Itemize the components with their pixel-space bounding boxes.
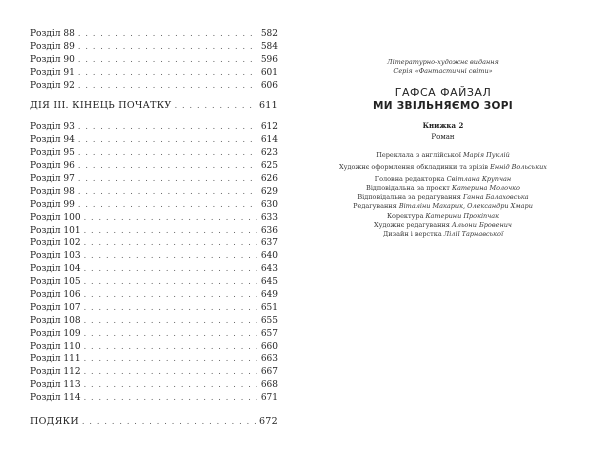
- book-title: МИ ЗВІЛЬНЯЄМО ЗОРІ: [373, 100, 513, 112]
- toc-chapter-label: Розділ 105: [30, 277, 81, 288]
- toc-page-number: 671: [260, 393, 278, 404]
- design-role: Художнє оформлення обкладинки та зрізів: [339, 163, 488, 172]
- toc-page-number: 630: [260, 199, 278, 210]
- toc-row: [30, 160, 278, 173]
- toc-leader-dots: [82, 415, 256, 429]
- toc-part-heading: [30, 99, 278, 113]
- toc-leader-dots: [84, 379, 257, 392]
- staff-role: Художнє редагування: [374, 220, 450, 229]
- toc-leader-dots: [84, 250, 257, 263]
- toc-row: [30, 41, 278, 54]
- toc-chapter-label: Розділ 101: [30, 225, 81, 236]
- toc-row: [30, 341, 278, 354]
- toc-leader-dots: [84, 341, 257, 354]
- toc-row: [30, 237, 278, 250]
- staff-name: Світлана Крупчан: [446, 175, 512, 184]
- toc-leader-dots: [78, 28, 257, 41]
- staff-role: Відповідальна за редагування: [357, 193, 461, 202]
- toc-page-number: 637: [260, 238, 278, 249]
- toc-row: [30, 212, 278, 225]
- imprint-page: [318, 58, 568, 239]
- toc-page-number: 626: [260, 174, 278, 185]
- toc-page-number: 649: [260, 290, 278, 301]
- toc-leader-dots: [175, 99, 256, 113]
- toc-leader-dots: [84, 289, 257, 302]
- toc-page-number: 633: [260, 212, 278, 223]
- toc-leader-dots: [78, 186, 257, 199]
- toc-leader-dots: [84, 353, 257, 366]
- toc-leader-dots: [84, 392, 257, 405]
- author-name: ГАФСА ФАЙЗАЛ: [394, 86, 492, 99]
- toc-chapter-label: Розділ 94: [30, 135, 75, 146]
- toc-page-number: 601: [260, 67, 278, 78]
- toc-chapter-label: Розділ 103: [30, 251, 81, 262]
- toc-chapter-label: Розділ 95: [30, 148, 75, 159]
- toc-leader-dots: [78, 199, 257, 212]
- toc-page-number: 667: [260, 367, 278, 378]
- toc-page-number: 660: [260, 341, 278, 352]
- table-of-contents: [30, 28, 278, 437]
- toc-chapter-label: Розділ 89: [30, 41, 75, 52]
- staff-credit: [318, 212, 568, 221]
- toc-row: [30, 302, 278, 315]
- toc-page-number: 668: [260, 380, 278, 391]
- toc-row: [30, 199, 278, 212]
- toc-chapter-label: Розділ 96: [30, 161, 75, 172]
- staff-name: Катерина Молочко: [451, 184, 520, 193]
- toc-row: [30, 328, 278, 341]
- toc-list-bottom: [30, 121, 278, 405]
- staff-credit: [318, 175, 568, 184]
- toc-row: [30, 28, 278, 41]
- toc-chapter-label: Розділ 100: [30, 212, 81, 223]
- toc-chapter-label: Розділ 113: [30, 380, 81, 391]
- toc-leader-dots: [78, 80, 257, 93]
- toc-page-number: 636: [260, 225, 278, 236]
- toc-row: [30, 366, 278, 379]
- toc-leader-dots: [78, 54, 257, 67]
- toc-leader-dots: [78, 173, 257, 186]
- toc-leader-dots: [84, 366, 257, 379]
- toc-page-number: 640: [260, 251, 278, 262]
- series-name: Серія «Фантастичні світи»: [393, 67, 493, 75]
- design-credit: [318, 163, 568, 172]
- toc-leader-dots: [84, 328, 257, 341]
- toc-page-number: 663: [260, 354, 278, 365]
- toc-acknowledgements-page: 672: [258, 416, 278, 428]
- staff-role: Коректура: [386, 211, 424, 220]
- toc-page-number: 629: [260, 186, 278, 197]
- staff-credit: [318, 230, 568, 239]
- toc-chapter-label: Розділ 108: [30, 315, 81, 326]
- toc-row: [30, 147, 278, 160]
- toc-leader-dots: [84, 263, 257, 276]
- toc-chapter-label: Розділ 92: [30, 80, 75, 91]
- toc-row: [30, 186, 278, 199]
- staff-name: Ганна Балаховська: [462, 193, 529, 202]
- toc-chapter-label: Розділ 104: [30, 264, 81, 275]
- toc-row: [30, 250, 278, 263]
- staff-name: Альони Бровенич: [451, 220, 512, 229]
- toc-acknowledgements: [30, 415, 278, 429]
- toc-chapter-label: Розділ 114: [30, 393, 81, 404]
- staff-list: [318, 175, 568, 239]
- toc-leader-dots: [84, 276, 257, 289]
- toc-leader-dots: [78, 67, 257, 80]
- toc-page-number: 651: [260, 302, 278, 313]
- toc-chapter-label: Розділ 91: [30, 67, 75, 78]
- toc-leader-dots: [78, 147, 257, 160]
- toc-page-number: 612: [260, 122, 278, 133]
- toc-row: [30, 276, 278, 289]
- edition-type: Літературно-художнє видання: [387, 58, 499, 66]
- toc-page-number: 655: [260, 315, 278, 326]
- translator-credit: [318, 151, 568, 160]
- toc-row: [30, 173, 278, 186]
- staff-credit: [318, 221, 568, 230]
- toc-part-label: ДІЯ ІІІ. КІНЕЦЬ ПОЧАТКУ: [30, 100, 172, 112]
- toc-chapter-label: Розділ 90: [30, 54, 75, 65]
- staff-credit: [318, 202, 568, 211]
- toc-chapter-label: Розділ 110: [30, 341, 81, 352]
- staff-role: Головна редакторка: [374, 175, 445, 184]
- toc-chapter-label: Розділ 106: [30, 290, 81, 301]
- toc-leader-dots: [84, 225, 257, 238]
- toc-leader-dots: [78, 41, 257, 54]
- toc-page-number: 657: [260, 328, 278, 339]
- toc-chapter-label: Розділ 102: [30, 238, 81, 249]
- toc-leader-dots: [84, 212, 257, 225]
- staff-name: Віталіни Макарик, Олександри Хмари: [398, 202, 533, 211]
- toc-row: [30, 379, 278, 392]
- toc-leader-dots: [84, 315, 257, 328]
- toc-row: [30, 353, 278, 366]
- toc-page-number: 643: [260, 264, 278, 275]
- toc-row: [30, 315, 278, 328]
- toc-row: [30, 121, 278, 134]
- toc-page-number: 645: [260, 277, 278, 288]
- toc-chapter-label: Розділ 109: [30, 328, 81, 339]
- toc-chapter-label: Розділ 88: [30, 29, 75, 39]
- translator-name: Марія Пуклій: [462, 151, 510, 159]
- staff-role: Редагування: [353, 202, 397, 211]
- toc-row: [30, 225, 278, 238]
- toc-page-number: 582: [260, 29, 278, 39]
- book-genre: Роман: [431, 133, 455, 141]
- credits: [318, 151, 568, 239]
- toc-chapter-label: Розділ 99: [30, 199, 75, 210]
- toc-chapter-label: Розділ 98: [30, 186, 75, 197]
- translator-role: Переклала з англійської: [376, 151, 461, 159]
- toc-leader-dots: [84, 302, 257, 315]
- staff-role: Дизайн і верстка: [382, 229, 442, 238]
- toc-chapter-label: Розділ 112: [30, 367, 81, 378]
- toc-page-number: 584: [260, 41, 278, 52]
- toc-row: [30, 134, 278, 147]
- staff-name: Лілії Тарнавської: [443, 229, 504, 238]
- toc-chapter-label: Розділ 111: [30, 354, 81, 365]
- toc-chapter-label: Розділ 97: [30, 174, 75, 185]
- staff-credit: [318, 193, 568, 202]
- toc-leader-dots: [84, 237, 257, 250]
- design-name: Еннід Вольських: [490, 163, 547, 172]
- toc-row: [30, 392, 278, 405]
- toc-page-number: 614: [260, 135, 278, 146]
- toc-row: [30, 263, 278, 276]
- toc-row: [30, 67, 278, 80]
- toc-list-top: [30, 28, 278, 92]
- toc-page-number: 606: [260, 80, 278, 91]
- toc-leader-dots: [78, 134, 257, 147]
- staff-credit: [318, 184, 568, 193]
- toc-chapter-label: Розділ 107: [30, 302, 81, 313]
- book-number: Книжка 2: [422, 121, 464, 130]
- toc-page-number: 596: [260, 54, 278, 65]
- toc-row: [30, 289, 278, 302]
- toc-acknowledgements-label: ПОДЯКИ: [30, 416, 79, 428]
- staff-name: Катерини Прокіпчак: [425, 211, 500, 220]
- toc-leader-dots: [78, 160, 257, 173]
- toc-part-page: 611: [258, 100, 278, 112]
- staff-role: Відповідальна за проєкт: [366, 184, 450, 193]
- toc-page-number: 625: [260, 161, 278, 172]
- toc-row: [30, 80, 278, 93]
- toc-leader-dots: [78, 121, 257, 134]
- toc-row: [30, 54, 278, 67]
- toc-chapter-label: Розділ 93: [30, 122, 75, 133]
- toc-page-number: 623: [260, 148, 278, 159]
